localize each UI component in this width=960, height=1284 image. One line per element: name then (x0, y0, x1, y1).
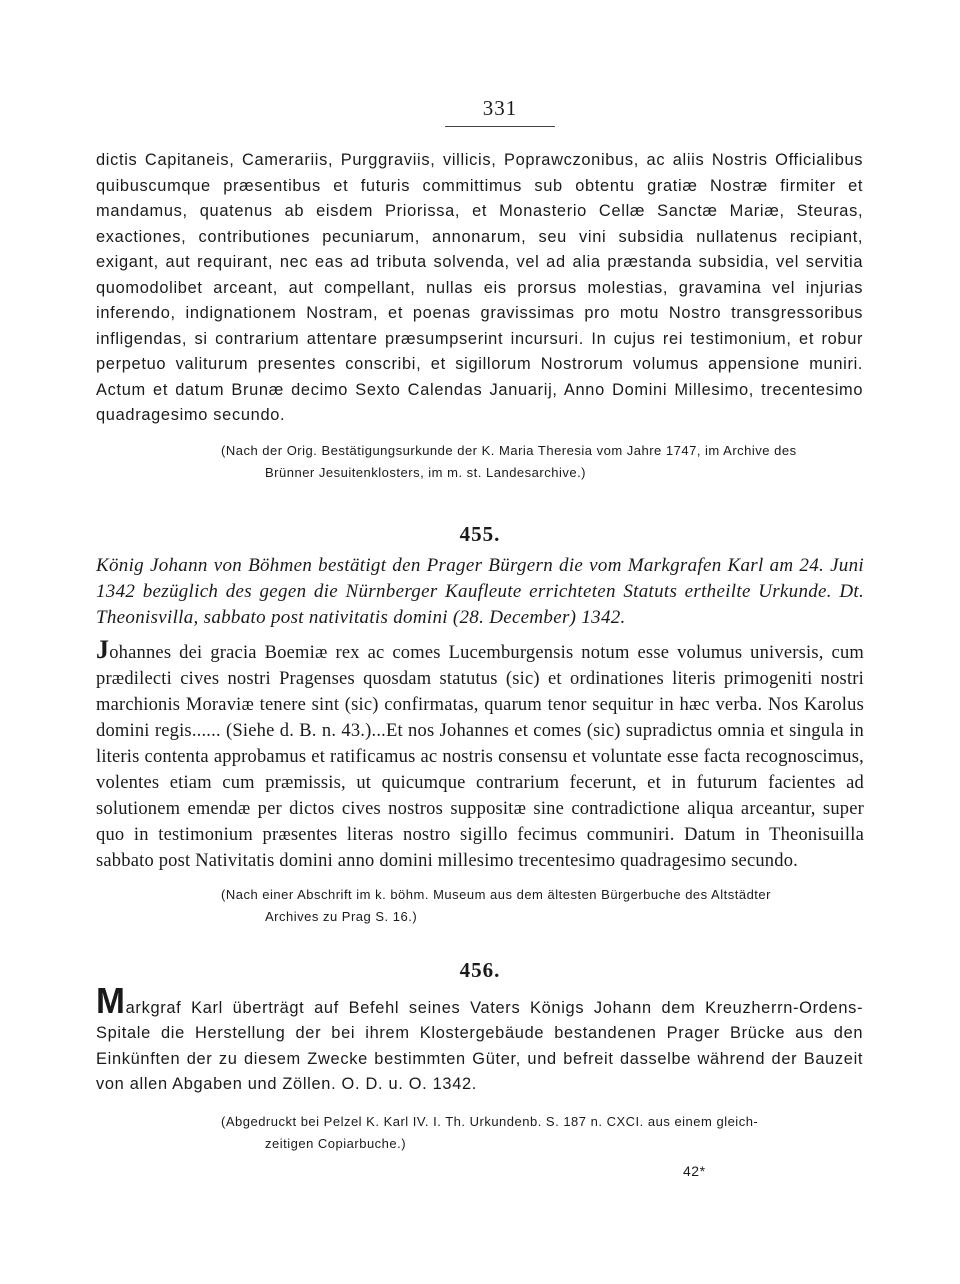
source-note-line: (Nach einer Abschrift im k. böhm. Museum aus dem ältesten Bürgerbuche des Altstädter (221, 886, 771, 902)
continuation-text: dictis Capitaneis, Camerariis, Purggraviis, villicis, Poprawczonibus, ac aliis Nostris Officialibus quibuscumque præsentibus et futuris committimus sub obtentu gratiæ Nostræ firmiter et mandamus, quatenus ab eisdem Priorissa, et Monasterio Cellæ Sanctæ Mariæ, Steuras, exactiones, contributiones pecuniarum, annonarum, seu vini subsidia nullatenus recipiant, exigant, aut requirant, nec eas ad tributa solvenda, vel ad alia præstanda subsidia, vel servitia quomodolibet arceant, aut compellant, nullas eis prorsus molestias, gravamina vel injurias inferendo, indignationem Nostram, et poenas gravissimas pro motu Nostro transgressoribus infligendas, si contrarium attentare præsumpserint incursuri. In cujus rei testimonium, et robur perpetuo valiturum presentes conscribi, et sigillorum Nostrorum volumus appensione muniri. Actum et datum Brunæ decimo Sexto Calendas Januarij, Anno Domini Millesimo, trecentesimo quadragesimo secundo. (96, 150, 864, 424)
source-note-charter (221, 440, 866, 484)
document-text-455 (96, 634, 864, 874)
document-number-455: 455. (459, 521, 501, 546)
document-summary-455: König Johann von Böhmen bestätigt den Prager Bürgern die vom Markgrafen Karl am 24. Juni 1342 bezüglich des gegen die Nürnberger Kaufleute errichteten Statuts ertheilte Urkunde. Dt. Theonisvilla, sabbato post nativitatis domini (28. December) 1342. (96, 554, 864, 628)
signature-mark: 42* (683, 1163, 706, 1179)
header-rule (445, 126, 555, 127)
document-number-456: 456. (459, 957, 501, 982)
document-body: arkgraf Karl überträgt auf Befehl seines Vaters Königs Johann dem Kreuzherrn-Ordens-Spitale die Herstellung der bei ihrem Klostergebäude bestandenen Prager Brücke aus den Einkünften der zu diesem Zwecke bestimmten Güter, und befreit dasselbe während der Bauzeit von allen Abgaben und Zöllen. O. D. u. O. 1342. (96, 997, 864, 1093)
source-note-456 (221, 1111, 866, 1155)
source-note-line: Brünner Jesuitenklosters, im m. st. Landesarchive.) (265, 464, 587, 480)
initial-letter: M (96, 979, 126, 1021)
page-number: 331 (482, 96, 518, 120)
source-note-line: (Nach der Orig. Bestätigungsurkunde der K. Maria Theresia vom Jahre 1747, im Archive des (221, 442, 797, 458)
source-note-line: (Abgedruckt bei Pelzel K. Karl IV. I. Th. Urkundenb. S. 187 n. CXCI. aus einem gleich- (221, 1113, 759, 1129)
source-note-line: Archives zu Prag S. 16.) (265, 908, 418, 924)
initial-letter: J (96, 634, 110, 664)
document-body: ohannes dei gracia Boemiæ rex ac comes Lucemburgensis notum esse volumus universis, cum prædilecti cives nostri Pragenses quosdam statutus (sic) et ordinationes literis primogeniti nostri marchionis Moraviæ tenere sint (sic) confirmatas, quarum tenor sequitur in hæc verba. Nos Karolus domini regis...... (Siehe d. B. n. 43.)...Et nos Johannes et comes (sic) supradictus omnia et singula in literis contenta approbamus et ratificamus ac nostris consensu et voluntate esse facta recognoscimus, volentes etiam cum præmissis, ut quicumque contrarium fecerunt, et in futurum facientes ad solutionem emendæ per dictos cives nostros suppositæ sine contradictione aliqua arceantur, super quo in testimonium præsentes literas nostro sigillo fecimus communiri. Datum in Theonisuilla sabbato post Nativitatis domini anno domini millesimo trecentesimo quadragesimo secundo. (96, 642, 864, 871)
source-note-line: zeitigen Copiarbuche.) (265, 1135, 407, 1151)
document-page (96, 96, 864, 1155)
source-note-455 (221, 884, 866, 928)
document-text-456 (96, 979, 864, 1097)
